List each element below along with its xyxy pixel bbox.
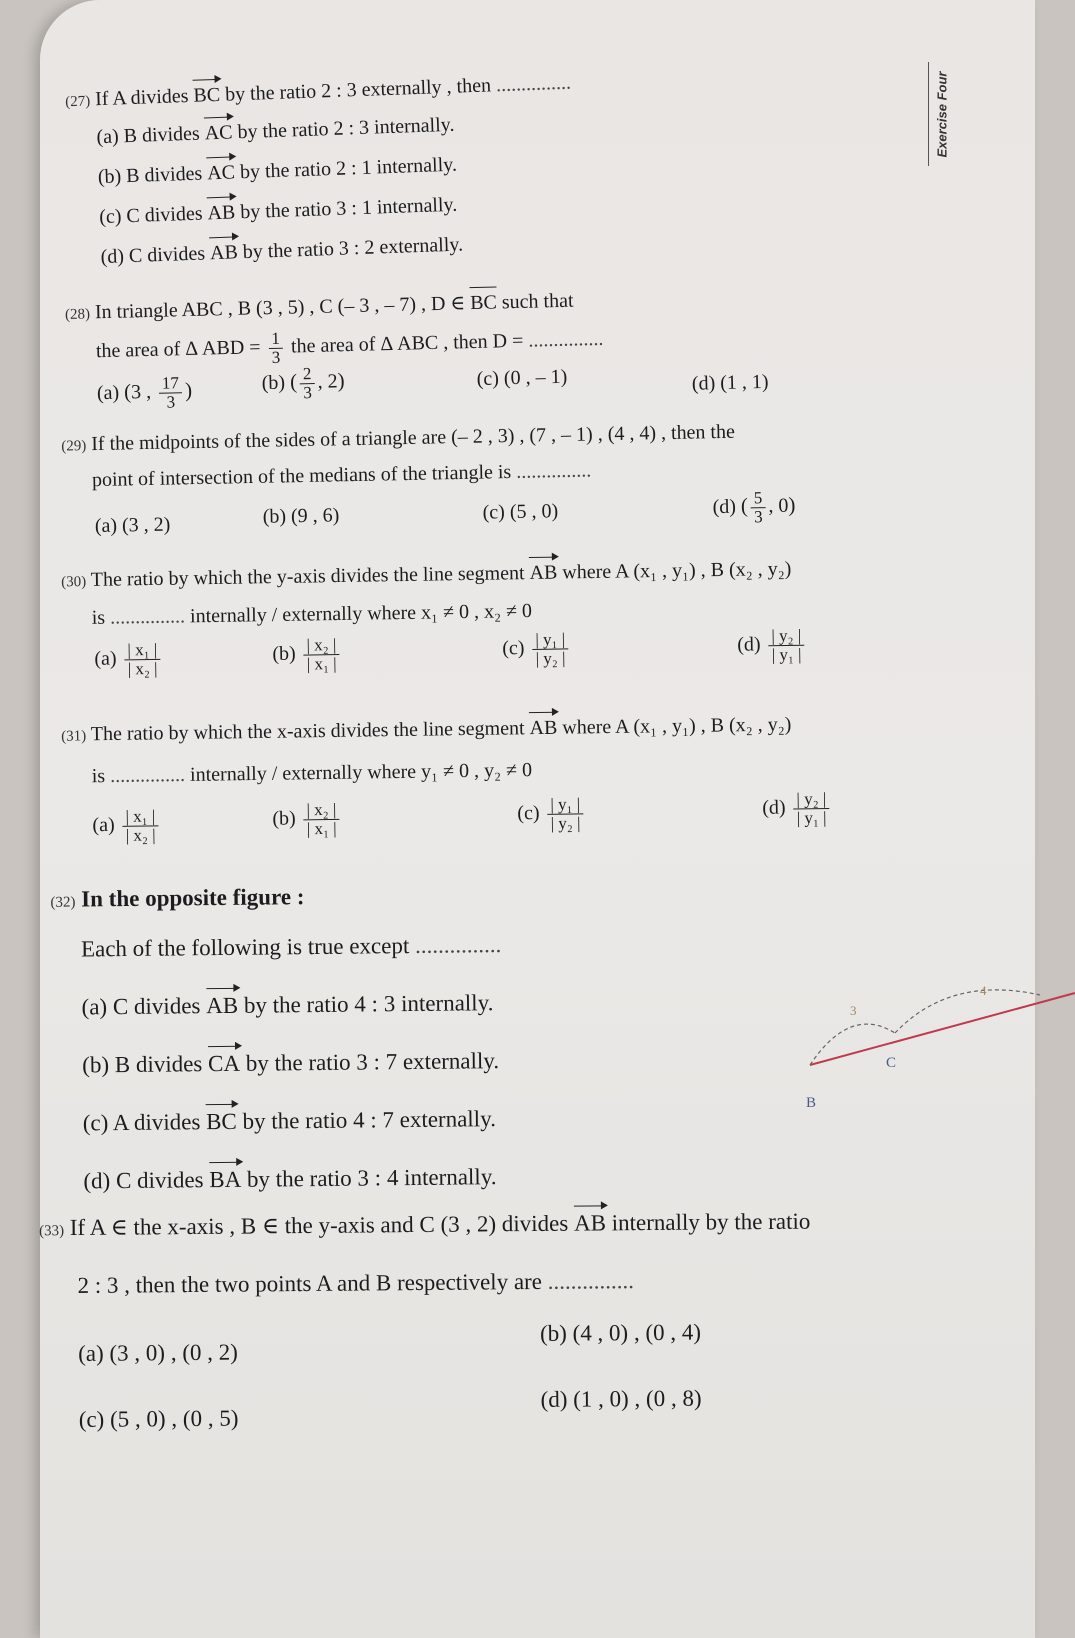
vector-label: BC — [193, 83, 221, 107]
answer-blank: ............... — [528, 327, 604, 352]
segment-figure — [806, 983, 1075, 1115]
arc-label-4: 4 — [980, 983, 987, 998]
question-number: (31) — [61, 728, 87, 745]
option-label: (b) B divides — [97, 162, 203, 189]
vector-label: AB — [529, 561, 558, 585]
vector-label: CA — [207, 1050, 241, 1077]
option-text: by the ratio 3 : 1 internally. — [239, 193, 458, 224]
option-d: (d) (1 , 1) — [691, 370, 769, 395]
option-b: (b) $\frac{\text{| x₂ |}}{\text{| x₁ |}}$ — [272, 801, 343, 839]
option-b: (b) B divides CA by the ratio 3 : 7 externally. — [82, 1048, 500, 1078]
vector-label: AB — [209, 241, 239, 265]
question-29 — [61, 409, 963, 546]
fraction: $\frac{2}{3}$ — [300, 365, 315, 402]
point-c-label: C — [886, 1055, 897, 1071]
option-b: (b) (4 , 0) , (0 , 4) — [539, 1319, 702, 1346]
question-number: (28) — [64, 306, 91, 324]
question-stem: internally / externally where y₁ ≠ 0 , y₂ ≠ 0 — [189, 759, 533, 786]
question-stem: 2 : 3 , then the two points A and B respectively are — [77, 1268, 543, 1298]
question-stem: The ratio by which the x-axis divides the line segment — [90, 717, 525, 746]
option-c: (c) A divides BC by the ratio 4 : 7 externally. — [82, 1106, 497, 1136]
option-d — [100, 232, 463, 269]
answer-blank: ............... — [495, 71, 572, 97]
vector-label: AB — [529, 716, 558, 740]
option-label: (a) B divides — [96, 122, 201, 149]
question-31 — [61, 703, 1023, 876]
option-c — [99, 193, 458, 229]
option-c: (c) $\frac{\text{| y₁ |}}{\text{| y₂ |}}$ — [517, 795, 586, 833]
option-b — [97, 153, 457, 190]
option-a: (a) (3 , $\frac{17}{3}$ ) — [96, 373, 193, 412]
answer-blank: ............... — [414, 932, 502, 958]
question-33 — [39, 1202, 1031, 1461]
question-stem: If A divides — [94, 84, 189, 111]
question-stem: In triangle ABC , B (3 , 5) , C (– 3 , – 7) , D ∈ — [94, 292, 466, 324]
option-d: (d) ( $\frac{5}{3}$ , 0) — [712, 488, 796, 527]
option-a: (a) (3 , 2) — [94, 513, 171, 538]
question-number: (27) — [64, 93, 91, 111]
question-stem: the area of Δ ABC , then D = — [290, 329, 524, 358]
option-b: (b) ( $\frac{2}{3}$ , 2) — [261, 364, 345, 403]
question-30 — [61, 548, 1003, 713]
option-c: (c) (5 , 0) — [482, 500, 559, 524]
option-d: (d) $\frac{\text{| y₂ |}}{\text{| y₁ |}}$ — [737, 627, 808, 665]
question-stem: is — [91, 606, 106, 629]
vector-label: AB — [573, 1210, 607, 1236]
exercise-side-tab — [928, 62, 955, 166]
question-stem: the area of Δ ABD = — [95, 336, 261, 363]
fraction: $\frac{17}{3}$ — [159, 374, 183, 411]
side-tab-label: Exercise Four — [934, 71, 950, 157]
question-title: In the opposite figure : — [81, 884, 305, 912]
option-c: (c) (5 , 0) , (0 , 5) — [78, 1405, 239, 1432]
question-32 — [50, 874, 773, 1212]
question-stem: where A (x₁ , y₁) , B (x₂ , y₂) — [562, 557, 792, 584]
answer-blank: ............... — [109, 605, 186, 629]
question-27 — [65, 58, 772, 292]
option-a: (a) $\frac{\text{| x₁ |}}{\text{| x₂ |}}$ — [92, 807, 161, 845]
question-stem: If A ∈ the x-axis , B ∈ the y-axis and C (3 , 2) divides — [69, 1210, 569, 1241]
segment-label: BC — [469, 291, 498, 315]
option-c: (c) (0 , – 1) — [476, 365, 568, 390]
fraction: $\frac{5}{3}$ — [751, 489, 766, 526]
question-stem: point of intersection of the medians of the triangle is — [91, 461, 512, 492]
option-c: (c) $\frac{\text{| y₁ |}}{\text{| y₂ |}}$ — [502, 630, 572, 668]
arc-ca — [895, 990, 1040, 1033]
question-stem: If the midpoints of the sides of a triangle are (– 2 , 3) , (7 , – 1) , (4 , 4) , then the — [91, 420, 736, 456]
answer-blank: ............... — [547, 1268, 635, 1294]
option-text: by the ratio 3 : 2 externally. — [242, 233, 464, 264]
question-stem: The ratio by which the y-axis divides the line segment — [90, 562, 525, 591]
vector-label: BA — [209, 1166, 242, 1193]
option-text: by the ratio 2 : 1 internally. — [239, 153, 458, 184]
vector-label: AB — [207, 201, 236, 225]
option-text: by the ratio 2 : 3 internally. — [237, 113, 455, 144]
option-a: (a) C divides AB by the ratio 4 : 3 internally. — [81, 990, 494, 1020]
question-stem: such that — [501, 289, 574, 314]
question-stem: internally / externally where x₁ ≠ 0 , x₂ ≠ 0 — [189, 599, 533, 628]
answer-blank: ............... — [516, 459, 592, 483]
option-d: (d) (1 , 0) , (0 , 8) — [540, 1385, 702, 1412]
vector-label: AC — [206, 161, 236, 185]
question-number: (29) — [61, 438, 87, 455]
vector-label: AC — [204, 121, 233, 145]
option-d: (d) C divides BA by the ratio 3 : 4 internally. — [83, 1164, 497, 1194]
question-stem: where A (x₁ , y₁) , B (x₂ , y₂) — [562, 713, 792, 739]
question-number: (33) — [39, 1223, 65, 1240]
question-stem: is — [91, 765, 106, 788]
option-a — [96, 113, 455, 149]
point-b-label: B — [806, 1095, 817, 1111]
arc-label-3: 3 — [850, 1003, 857, 1018]
question-number: (32) — [50, 894, 76, 911]
option-a: (a) (3 , 0) , (0 , 2) — [78, 1339, 238, 1366]
question-28 — [65, 275, 888, 425]
question-stem: by the ratio 2 : 3 externally , then — [224, 74, 492, 106]
vector-label: AB — [206, 992, 239, 1019]
vector-label: BC — [205, 1108, 237, 1135]
question-stem: Each of the following is true except — [80, 933, 410, 962]
option-a: (a) $\frac{\text{| x₁ |}}{\text{| x₂ |}}$ — [94, 641, 164, 679]
question-number: (30) — [61, 573, 87, 591]
question-stem: internally by the ratio — [611, 1208, 811, 1236]
option-b: (b) (9 , 6) — [262, 504, 340, 528]
fraction: $\frac{1}{3}$ — [268, 330, 283, 367]
option-label: (c) C divides — [98, 202, 203, 229]
answer-blank: ............... — [109, 763, 186, 788]
option-b: (b) $\frac{\text{| x₂ |}}{\text{| x₁ |}}$ — [272, 636, 343, 674]
textbook-page — [40, 0, 1035, 1638]
option-d: (d) $\frac{\text{| y₂ |}}{\text{| y₁ |}}$ — [762, 790, 833, 828]
option-label: (d) C divides — [100, 242, 206, 269]
